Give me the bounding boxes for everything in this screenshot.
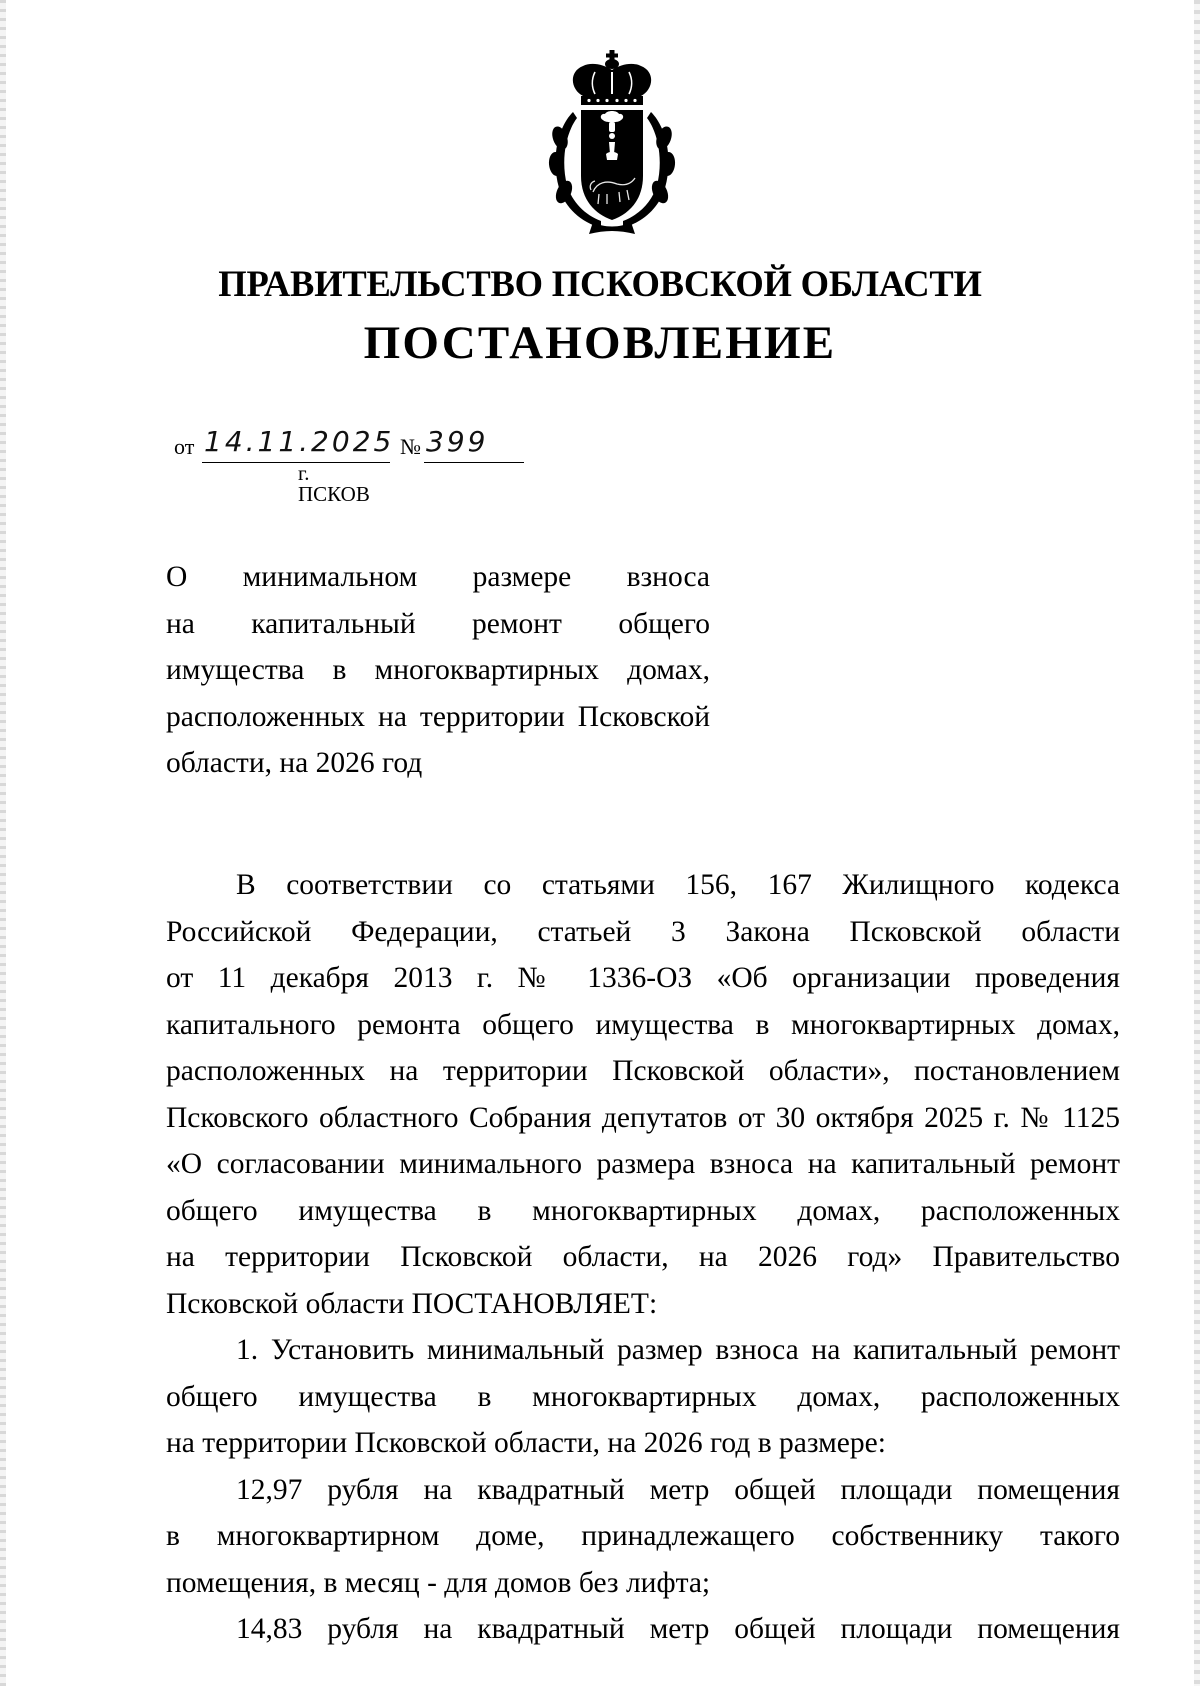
body-line: 1. Установить минимальный размер взноса на капитальный ремонт xyxy=(236,1334,1120,1366)
body-line: на территории Псковской области, на 2026 год» Правительство xyxy=(166,1241,1120,1273)
subject-line: имущества в многоквартирных домах, xyxy=(166,654,710,686)
preamble-paragraph xyxy=(166,862,1120,1327)
body-line: 14,83 рубля на квадратный метр общей площади помещения xyxy=(236,1613,1120,1645)
body-line: В соответствии со статьями 156, 167 Жилищного кодекса xyxy=(236,869,1120,901)
body-line: от 11 декабря 2013 г. № 1336-ОЗ «Об организации проведения xyxy=(166,962,1120,994)
document-type-title: ПОСТАНОВЛЕНИЕ xyxy=(363,317,837,369)
organization-title: ПРАВИТЕЛЬСТВО ПСКОВСКОЙ ОБЛАСТИ xyxy=(218,263,982,304)
body-line: Псковского областного Собрания депутатов от 30 октября 2025 г. № 1125 xyxy=(166,1101,1120,1134)
rate-no-elevator-paragraph xyxy=(166,1467,1120,1607)
document-subject xyxy=(166,554,710,787)
rate-with-elevator-paragraph xyxy=(166,1606,1120,1653)
subject-line: области, на 2026 год xyxy=(166,747,423,779)
clause-1-paragraph xyxy=(166,1327,1120,1467)
document-body xyxy=(166,862,1120,1653)
scan-edge-left xyxy=(0,0,6,1686)
body-line: 12,97 рубля на квадратный метр общей площади помещения xyxy=(236,1473,1120,1506)
body-line: Российской Федерации, статьей 3 Закона Псковской области xyxy=(166,915,1120,948)
number-underline xyxy=(424,462,524,463)
subject-line: О минимальном размере взноса xyxy=(166,561,710,593)
body-line: «О согласовании минимального размера взноса на капитальный ремонт xyxy=(166,1148,1120,1180)
body-line: общего имущества в многоквартирных домах, расположенных xyxy=(166,1194,1120,1227)
body-line: помещения, в месяц - для домов без лифта; xyxy=(166,1566,711,1599)
city-label: г. ПСКОВ xyxy=(298,461,370,506)
body-line: расположенных на территории Псковской области», постановлением xyxy=(166,1055,1120,1087)
body-line: Псковской области ПОСТАНОВЛЯЕТ: xyxy=(166,1287,658,1320)
subject-line: на капитальный ремонт общего xyxy=(166,607,710,640)
pskov-oblast-coat-of-arms-icon xyxy=(543,50,681,235)
body-line: на территории Псковской области, на 2026 год в размере: xyxy=(166,1427,886,1459)
body-line: в многоквартирном доме, принадлежащего собственнику такого xyxy=(166,1520,1120,1552)
date-prefix: от xyxy=(174,434,195,459)
body-line: общего имущества в многоквартирных домах, расположенных xyxy=(166,1380,1120,1413)
body-line: капитального ремонта общего имущества в многоквартирных домах, xyxy=(166,1008,1120,1041)
scan-edge-right xyxy=(1194,0,1200,1686)
number-prefix: № xyxy=(400,434,421,459)
subject-line: расположенных на территории Псковской xyxy=(166,700,710,733)
